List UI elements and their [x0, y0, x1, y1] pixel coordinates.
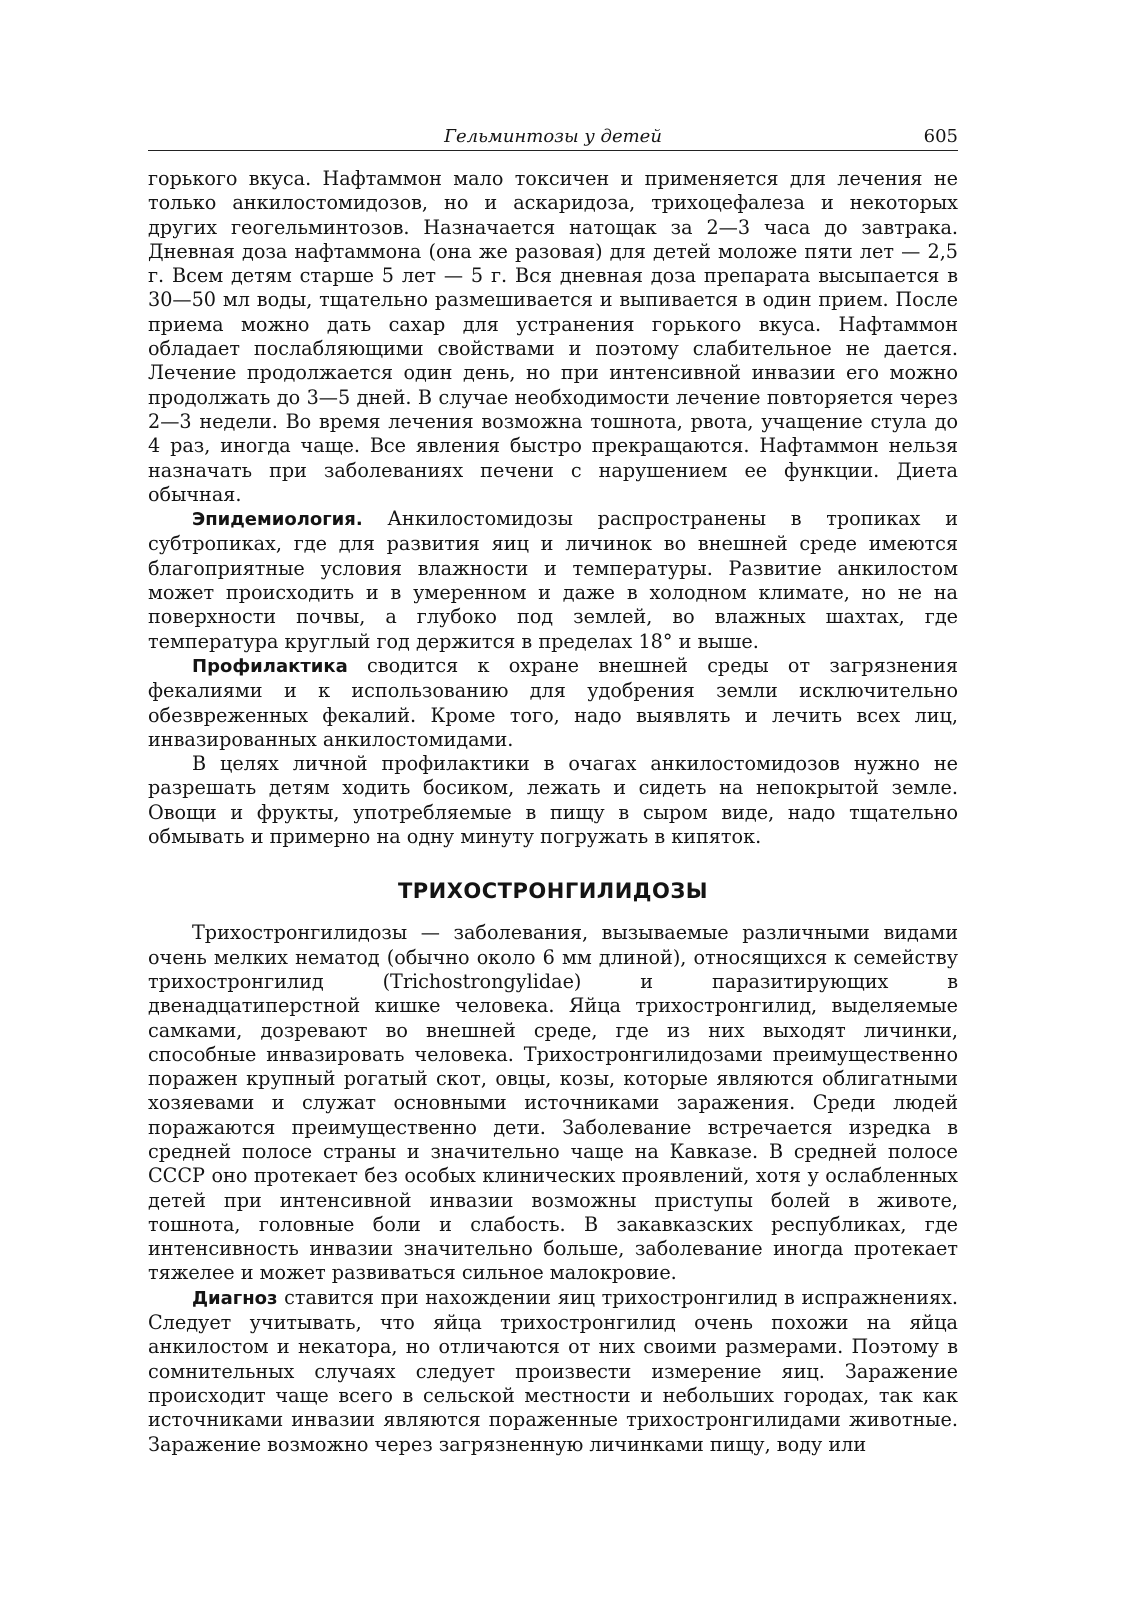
paragraph-lead-diagnosis: Диагноз: [192, 1287, 278, 1309]
body-text: [148, 167, 958, 1457]
running-title: Гельминтозы у детей: [444, 126, 662, 147]
paragraph-epidemiology: [148, 507, 958, 654]
book-page: [148, 120, 958, 1457]
paragraph-text: Анкилостомидозы распространены в тропиках и субтропиках, где для развития яиц и личинок во внешней среде имеются благоприятные условия влажности и температуры. Развитие анкилостом может происходить и в умеренном и даже в холодном климате, но не на поверхности почвы, а глубоко под землей, во влажных шахтах, где температура круглый год держится в пределах 18° и выше.: [148, 507, 958, 653]
paragraph-personal-prevention: [148, 752, 958, 849]
paragraph-diagnosis: [148, 1286, 958, 1457]
paragraph-lead-epidemiology: Эпидемиология.: [192, 509, 363, 531]
running-header: [148, 120, 958, 151]
paragraph-text: ставится при нахождении яиц трихостронгилид в испражнениях. Следует учитывать, что яйца трихостронгилид очень похожи на яйца анкилостом и некатора, но отличаются от них своими размерами. Поэтому в сомнительных случаях следует произвести измерение яиц. Заражение происходит чаще всего в сельской местности и небольших городах, так как источниками инвазии являются пораженные трихостронгилидами животные. Заражение возможно через загрязненную личинками пищу, воду или: [148, 1285, 958, 1456]
paragraph-prevention: [148, 654, 958, 752]
paragraph-lead-prevention: Профилактика: [192, 655, 348, 677]
paragraph-text: Трихостронгилидозы — заболевания, вызываемые различными видами очень мелких нематод (обычно около 6 мм длиной), относящихся к семейству трихостронгилид (Trichostrongylidae) и паразитирующих в двенадцатиперстной кишке человека. Яйца трихостронгилид, выделяемые самками, дозревают во внешней среде, где из них выходят личинки, способные инвазировать человека. Трихостронгилидозами преимущественно поражен крупный рогатый скот, овцы, козы, которые являются облигатными хозяевами и служат основными источниками заражения. Среди людей поражаются преимущественно дети. Заболевание встречается изредка в средней полосе страны и значительно чаще на Кавказе. В средней полосе СССР оно протекает без особых клинических проявлений, хотя у ослабленных детей при интенсивной инвазии возможны приступы болей в животе, тошнота, головные боли и слабость. В закавказских республиках, где интенсивность инвазии значительно больше, заболевание иногда протекает тяжелее и может развиваться сильное малокровие.: [148, 921, 958, 1285]
paragraph-text: сводится к охране внешней среды от загрязнения фекалиями и к использованию для удобрения земли исключительно обезвреженных фекалий. Кроме того, надо выявлять и лечить всех лиц, инвазированных анкилостомидами.: [148, 653, 958, 751]
paragraph-text: В целях личной профилактики в очагах анкилостомидозов нужно не разрешать детям ходить босиком, лежать и сидеть на непокрытой земле. Овощи и фрукты, употребляемые в пищу в сыром виде, надо тщательно обмывать и примерно на одну минуту погружать в кипяток.: [148, 752, 958, 849]
page-number: 605: [923, 126, 958, 147]
paragraph-treatment-continuation: [148, 167, 958, 507]
paragraph-trichostrongylidosis-intro: [148, 921, 958, 1285]
section-title: ТРИХОСТРОНГИЛИДОЗЫ: [397, 879, 709, 904]
paragraph-text: горького вкуса. Нафтаммон мало токсичен и применяется для лечения не только анкилостомидозов, но и аскаридоза, трихоцефалеза и некоторых других геогельминтозов. Назначается натощак за 2—3 часа до завтрака. Дневная доза нафтаммона (она же разовая) для детей моложе пяти лет — 2,5 г. Всем детям старше 5 лет — 5 г. Вся дневная доза препарата высыпается в 30—50 мл воды, тщательно размешивается и выпивается в один прием. После приема можно дать сахар для устранения горького вкуса. Нафтаммон обладает послабляющими свойствами и поэтому слабительное не дается. Лечение продолжается один день, но при интенсивной инвазии его можно продолжать до 3—5 дней. В случае необходимости лечение повторяется через 2—3 недели. Во время лечения возможна тошнота, рвота, учащение стула до 4 раз, иногда чаще. Все явления быстро прекращаются. Нафтаммон нельзя назначать при заболеваниях печени с нарушением ее функции. Диета обычная.: [148, 167, 958, 506]
